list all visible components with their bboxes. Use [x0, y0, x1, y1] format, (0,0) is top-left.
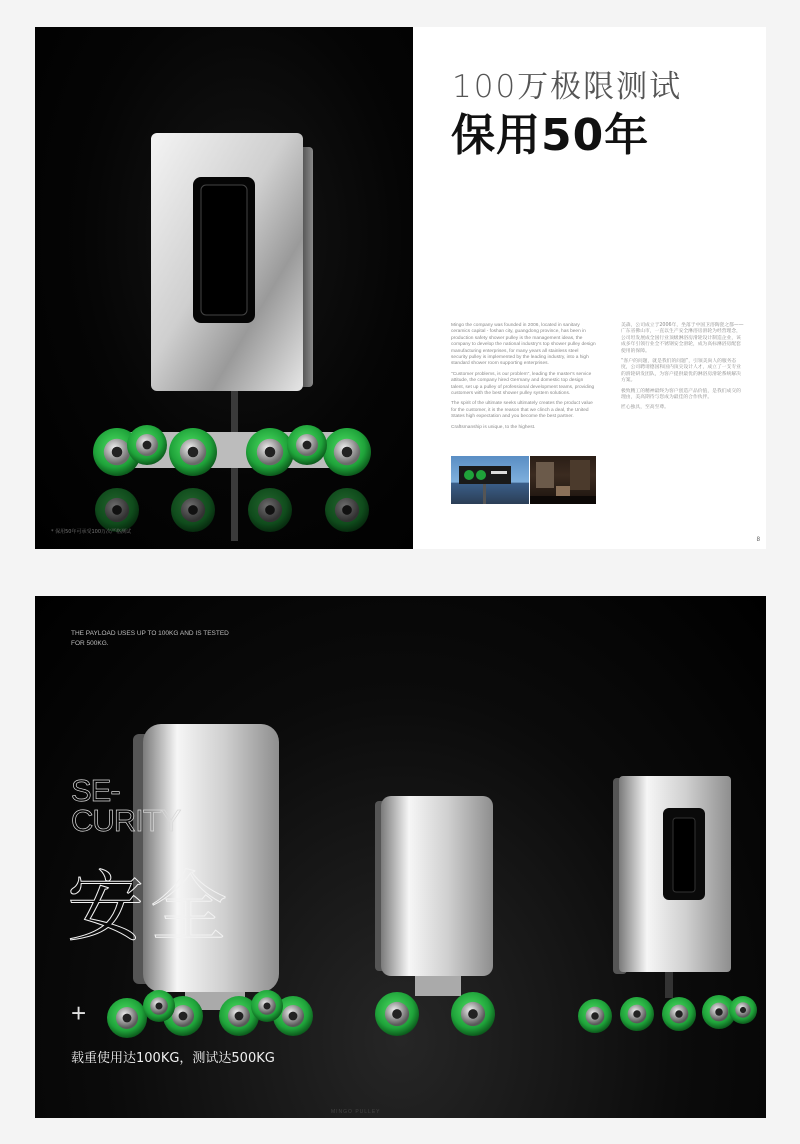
brochure-spread-bottom	[35, 596, 766, 1118]
green-wheel	[325, 488, 369, 532]
english-paragraph: The spirit of the ultimate seeks ultimately creates the product value for the customer, it is the reason that we clinch a deal, the United States high expectation and you become the best partner.	[451, 401, 593, 420]
green-wheel	[287, 425, 327, 465]
green-wheel	[578, 999, 612, 1033]
english-paragraph: "Customer problems, is our problem", leading the master's service attitude, the company hired Germany and domestic top design talent, set up a pulley of professional development teams, providing customers with the best shower pulley system solutions.	[451, 371, 595, 397]
headline-line1: 100万极限测试	[452, 69, 683, 105]
green-wheel	[127, 425, 167, 465]
green-wheel	[620, 997, 654, 1031]
chinese-paragraph: “客户的问题，就是我们的问题”，引领美尚人的服务态度，公司聘请德国和国内顶尖设计人才，成立了一支专业的滑轮研发团队，为客户提供最优的淋浴房滑轮系统解决方案。	[621, 359, 741, 384]
product-photo-pulley-frame	[35, 27, 413, 549]
green-wheel	[251, 990, 283, 1022]
green-wheel	[246, 428, 294, 476]
green-wheel	[729, 996, 757, 1024]
brochure-spread-top	[35, 27, 766, 549]
text-panel	[413, 27, 766, 549]
chinese-paragraph: 极致精工的精神最终为客户创造产品价值，是我们成交的理由，美高期待与您成为最佳的合作伙伴。	[621, 388, 741, 401]
pulley-illustration	[35, 27, 413, 549]
chinese-body-column	[621, 323, 745, 416]
plus-mark: +	[71, 998, 87, 1028]
footer-brand: MINGO PULLEY	[331, 1109, 381, 1115]
green-wheel	[375, 992, 419, 1036]
security-heading	[71, 773, 181, 838]
billboard-thumbnail	[451, 456, 529, 504]
green-wheel	[662, 997, 696, 1031]
payload-caption: THE PAYLOAD USES UP TO 100KG AND IS TESTED FOR 500KG.	[71, 630, 229, 647]
green-wheel	[323, 428, 371, 476]
english-paragraph: Mingo the company was founded in 2006, located in sanitary ceramics capital - foshan city, guangdong province, has been in production safety shower pulley is the management ideas, the company to develop the national industry's top shower pulley design manufacturing enterprises, for many years all stainless steel security pulley is implemented by the leading industry, into a high standard shower room supporting enterprises.	[451, 323, 596, 367]
chinese-paragraph: 匠心独具，至高至尊。	[621, 405, 669, 411]
anquan-heading: 安全	[67, 864, 233, 953]
green-wheel	[171, 488, 215, 532]
photo-caption: * 保用50年可承受100万次严格测试	[51, 529, 131, 535]
green-wheel	[95, 488, 139, 532]
english-body-column	[451, 323, 596, 435]
english-paragraph: Craftsmanship is unique, to the highest.	[451, 424, 536, 430]
security-heading-line2: CURITY	[71, 803, 181, 838]
green-wheel	[169, 428, 217, 476]
showroom-thumbnail	[530, 456, 596, 504]
green-wheel	[143, 990, 175, 1022]
headline-line2: 保用50年	[451, 110, 650, 161]
green-wheel	[248, 488, 292, 532]
green-wheel	[451, 992, 495, 1036]
security-heading-line1: SE-	[71, 773, 120, 808]
green-wheel	[107, 998, 147, 1038]
chinese-paragraph: 美森，公司成立于2006年，坐落于中国卫浴陶瓷之都——广东省佛山市，一直以生产安全淋浴房滑轮为经营理念，公司坦发展成全国行业顶级淋浴房滑轮设计制造企业，该成多年引领行业全不锈钢安全滑轮，成为高标淋浴房配套使用的保障。	[621, 323, 744, 354]
load-spec-text: 载重使用达100KG，测试达500KG	[71, 1051, 275, 1066]
page-number: 8	[756, 537, 760, 543]
